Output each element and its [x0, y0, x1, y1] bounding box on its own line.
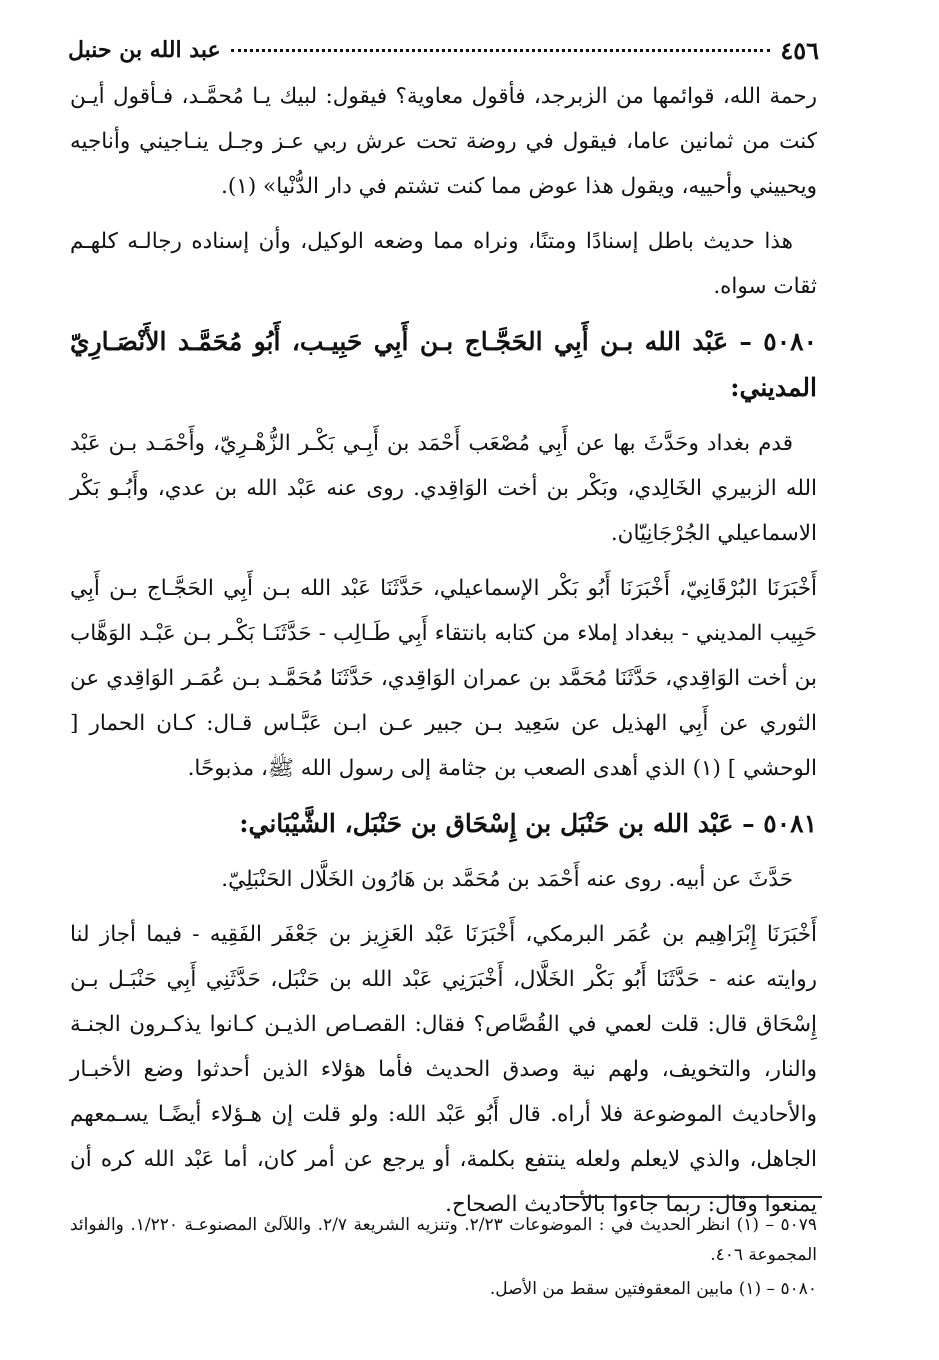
paragraph-report: أَخْبَرَنَا إِبْرَاهِيم بن عُمَر البرمكي، أَخْبَرَنَا عَبْد العَزِيز بن جَعْفَر الفَقِيه - فيما أجاز لنا روايته عنه - حَدَّثَنَا أَبُو بَكْر الخَلَّال، أَخْبَرَنِي عَبْد الله بن حَنْبَل، حَدَّثَنِي أَبِي حَنْبَـل بـن إِسْحَاق قال: قلت لعمي في القُصَّاص؟ فقال: القصـاص الذيـن كـانوا يذكـرون الجنـة والنار، والتخويف، ولهم نية وصدق الحديث فأما هؤلاء الذين أحدثوا وضع الأخبـار والأحاديث الموضوعة فلا أراه. قال أَبُو عَبْد الله: ولو قلت إن هـؤلاء أيضًـا يسـمعهم الجاهل، والذي لايعلم ولعله ينتفع بكلمة، أو يرجع عن أمر كان، أما عَبْد الله كره أن يمنعوا وقال: ربما جاءوا بالأحاديث الصحاح. — [70, 922, 817, 1217]
entry-heading-5080: ٥٠٨٠ – عَبْد الله بـن أَبِي الحَجَّـاج بـن أَبِي حَبِيـب، أَبُو مُحَمَّـد الأَنْصَـارِيّ المديني: — [70, 327, 817, 402]
running-title: عبد الله بن حنبل — [68, 37, 221, 63]
footnote-5080: ٥٠٨٠ – (١) مابين المعقوفتين سقط من الأصل. — [489, 1279, 817, 1299]
footnote-5079: ٥٠٧٩ – (١) انظر الحديث في : الموضوعات ٢/٢٣. وتنزيه الشريعة ٢/٧. واللآلئ المصنوعـة ١/٢٢٠. والفوائد المجموعة ٤٠٦. — [70, 1215, 817, 1265]
entry-heading-5081: ٥٠٨١ – عَبْد الله بن حَنْبَل بن إِسْحَاق بن حَنْبَل، الشَّيْبَاني: — [239, 809, 817, 838]
dotted-leader — [231, 49, 771, 52]
paragraph-biography: قدم بغداد وحَدَّثَ بها عن أَبِي مُصْعَب أَحْمَد بن أَبِـي بَكْـر الزُّهْـرِيّ، وأَحْمَـد بـن عَبْد الله الزبيري الخَالِدي، وبَكْر بن أخت الوَاقِدي. روى عنه عَبْد الله بن عدي، وأَبُـو بَكْر الاسماعيلي الجُرْجَانِيّان. — [70, 431, 817, 546]
page-header — [68, 30, 819, 70]
footnotes — [70, 1210, 817, 1308]
paragraph-narration: حَدَّثَ عن أبيه. روى عنه أَحْمَد بن مُحَمَّد بن هَارُون الخَلَّال الحَنْبَلِيّ. — [221, 867, 793, 892]
main-text — [70, 74, 817, 1237]
page-number: ٤٥٦ — [780, 35, 819, 65]
paragraph-isnad: أَخْبَرَنَا البُرْقَانِيّ، أَخْبَرَنَا أَبُو بَكْر الإسماعيلي، حَدَّثَنَا عَبْد الله بـن أَبِي الحَجَّـاج بـن أَبِي حَبِيب المديني - ببغداد إملاء من كتابه بانتقاء أَبِي طَـالِب - حَدَّثَنَـا بَكْـر بـن عَبْـد الوَهَّاب بن أخت الوَاقِدي، حَدَّثَنَا مُحَمَّد بن عمران الوَاقِدي، حَدَّثَنَا مُحَمَّـد بـن عُمَـر الوَاقِدي عن الثوري عن أَبِي الهذيل عن سَعِيد بـن جبير عـن ابـن عَبَّـاس قـال: كـان الحمار [ الوحشي ] (١) الذي أهدى الصعب بن جثامة إلى رسول الله ﷺ، مذبوحًا. — [70, 576, 817, 781]
paragraph-commentary: هذا حديث باطل إسنادًا ومتنًا، ونراه مما وضعه الوكيل، وأن إسناده رجالـه كلهـم ثقات سواه. — [70, 229, 817, 299]
footnote-divider — [560, 1196, 822, 1198]
paragraph-hadith-end: رحمة الله، قوائمها من الزبرجد، فأقول معاوية؟ فيقول: لبيك يـا مُحمَّـد، فـأقول أيـن كنت من ثمانين عاما، فيقول في روضة تحت عرش ربي عـز وجـل ينـاجيني وأناجيه ويحييني وأحييه، ويقول هذا عوض مما كنت تشتم في دار الدُّنْيا» (١). — [70, 84, 817, 199]
